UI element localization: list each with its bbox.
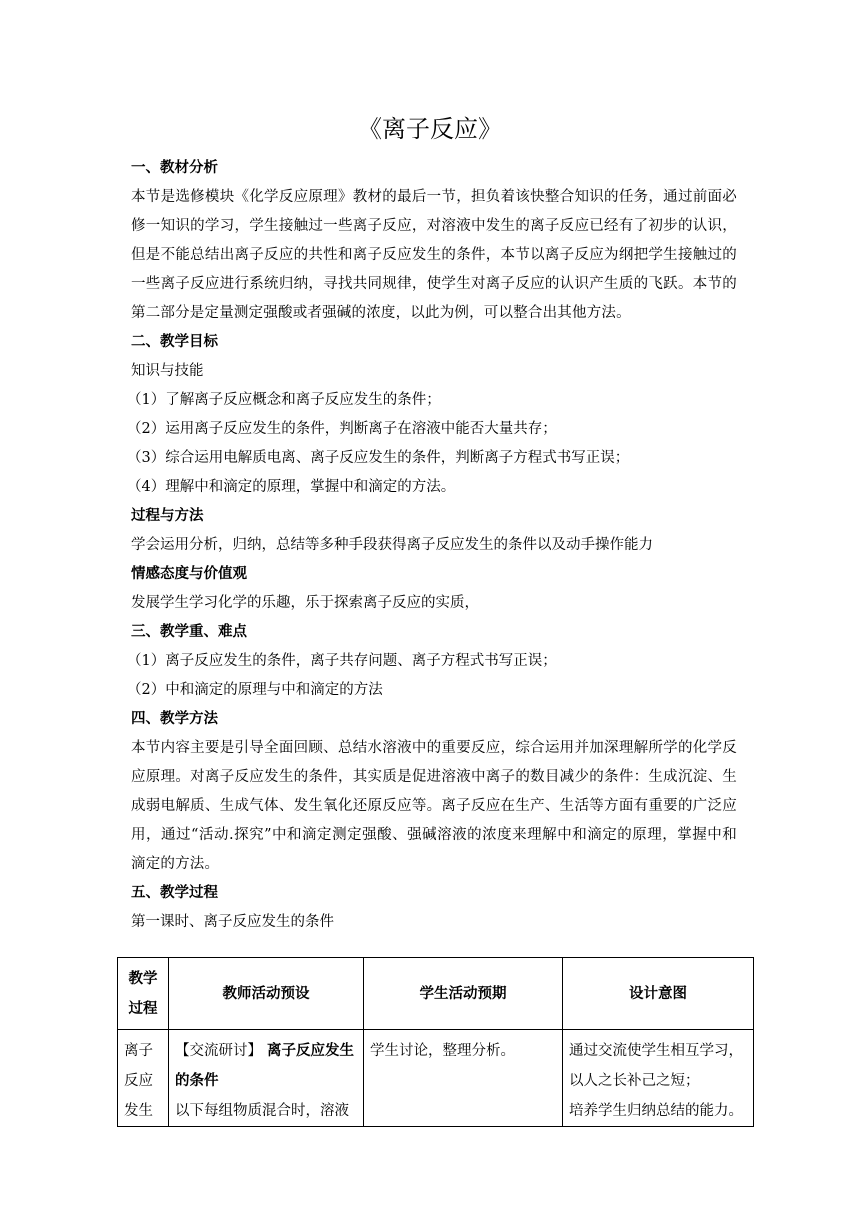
objective-item: （4）理解中和滴定的原理，掌握中和滴定的方法。 [127, 479, 456, 495]
key-point-item: （1）离子反应发生的条件，离子共存问题、离子方程式书写正误； [127, 653, 557, 669]
objectives-subheading-attitude: 情感态度与价值观 [131, 566, 247, 582]
section-heading-objectives: 二、教学目标 [131, 334, 218, 350]
teaching-process-table [117, 957, 754, 1127]
objectives-subheading-process: 过程与方法 [131, 508, 204, 524]
methods-paragraph: 本节内容主要是引导全面回顾、总结水溶液中的重要反应，综合运用并加深理解所学的化学反应原理。对离子反应发生的条件，其实质是促进溶液中离子的数目减少的条件：生成沉淀、生成弱电解质、生成气体、发生氧化还原反应等。离子反应在生产、生活等方面有重要的广泛应用，通过“活动.探究”中和滴定测定强酸、强碱溶液的浓度来理解中和滴定的原理，掌握中和滴定的方法。 [131, 740, 737, 872]
objective-item: （3）综合运用电解质电离、离子反应发生的条件，判断离子方程式书写正误； [127, 450, 630, 466]
attitude-text: 发展学生学习化学的乐趣，乐于探索离子反应的实质， [131, 595, 479, 611]
table-header-cell: 教师活动预设 [169, 958, 364, 1030]
activity-title: 离子反应发生的条件 [175, 1043, 355, 1089]
process-subheading: 第一课时、离子反应发生的条件 [131, 914, 334, 930]
table-header-cell: 设计意图 [563, 958, 754, 1030]
table-header-cell: 学生活动预期 [364, 958, 563, 1030]
table-cell-stage: 离子反应发生 [118, 1030, 169, 1127]
section-heading-analysis: 一、教材分析 [131, 160, 218, 176]
table-cell-intent [563, 1030, 754, 1127]
section-heading-process: 五、教学过程 [131, 885, 218, 901]
objective-item: （1）了解离子反应概念和离子反应发生的条件； [127, 392, 441, 408]
section-heading-key-points: 三、教学重、难点 [131, 624, 247, 640]
document-body [127, 154, 737, 937]
objective-item: （2）运用离子反应发生的条件，判断离子在溶液中能否大量共存； [127, 421, 557, 437]
table-row [118, 1030, 754, 1127]
activity-text: 以下每组物质混合时，溶液 [175, 1103, 349, 1119]
table-header-row [118, 958, 754, 1030]
section-heading-methods: 四、教学方法 [131, 711, 218, 727]
analysis-paragraph: 本节是选修模块《化学反应原理》教材的最后一节，担负着该快整合知识的任务，通过前面必修一知识的学习，学生接触过一些离子反应，对溶液中发生的离子反应已经有了初步的认识，但是不能总结出离子反应的共性和离子反应发生的条件，本节以离子反应为纲把学生接触过的一些离子反应进行系统归纳，寻找共同规律，使学生对离子反应的认识产生质的飞跃。本节的第二部分是定量测定强酸或者强碱的浓度，以此为例，可以整合出其他方法。 [131, 189, 737, 321]
document-title: 《离子反应》 [358, 115, 502, 143]
objectives-subheading-knowledge: 知识与技能 [131, 363, 204, 379]
exchange-tag: 【交流研讨】 [175, 1043, 262, 1059]
intent-line: 培养学生归纳总结的能力。 [569, 1103, 743, 1119]
process-text: 学会运用分析，归纳，总结等多种手段获得离子反应发生的条件以及动手操作能力 [131, 537, 653, 553]
table-cell-teacher [169, 1030, 364, 1127]
table-cell-student: 学生讨论，整理分析。 [364, 1030, 563, 1127]
key-point-item: （2）中和滴定的原理与中和滴定的方法 [127, 682, 383, 698]
table-header-cell: 教学过程 [118, 958, 169, 1030]
intent-line: 通过交流使学生相互学习，以人之长补己之短； [569, 1043, 743, 1089]
